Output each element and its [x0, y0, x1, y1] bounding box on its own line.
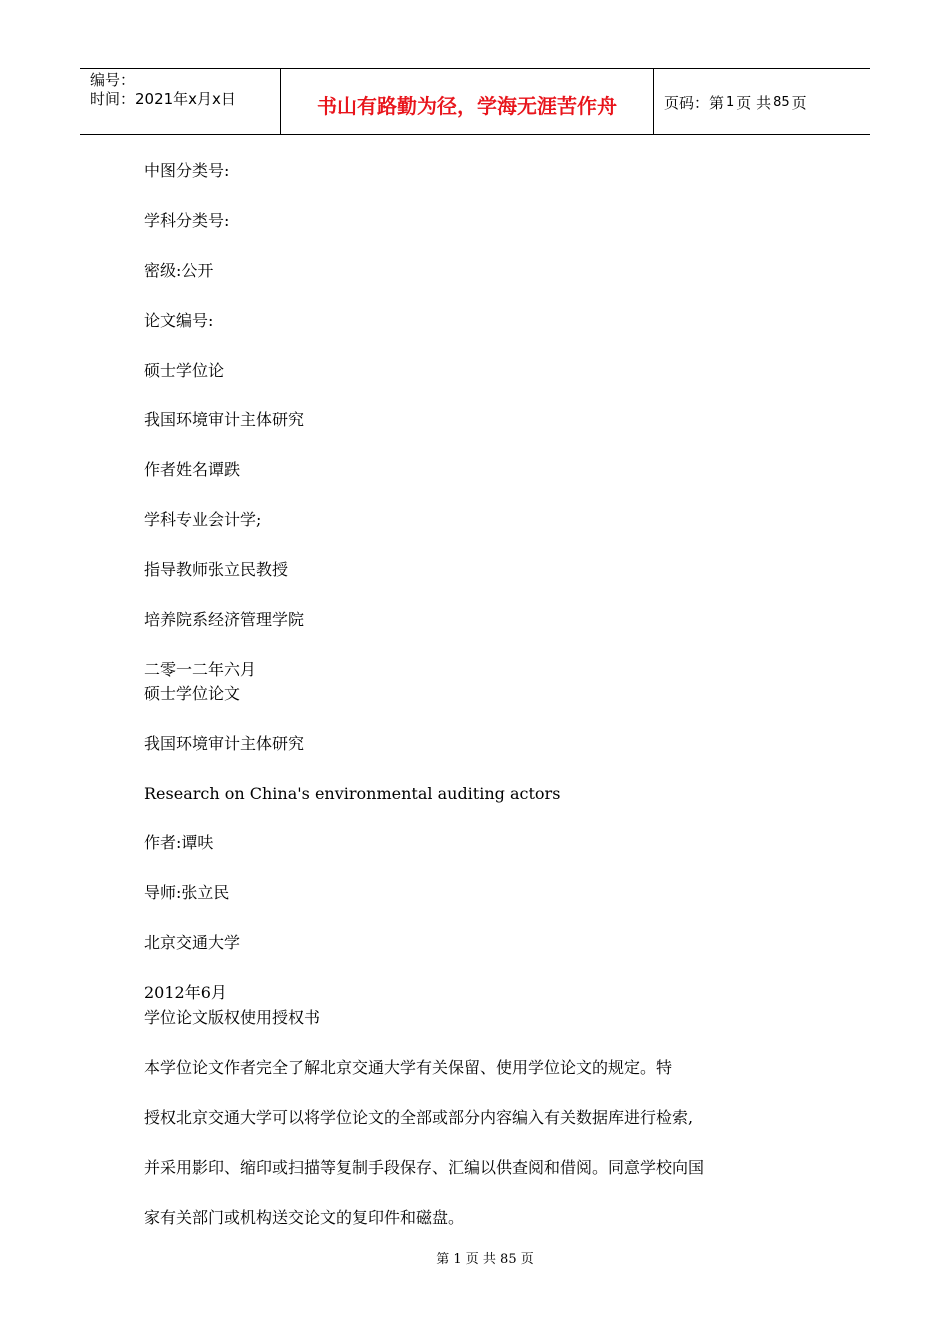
- text-line: 二零一二年六月: [144, 660, 257, 679]
- page-total: 85: [773, 95, 790, 110]
- document-number-label: 编号：: [90, 71, 136, 89]
- header-motto: 书山有路勤为径，学海无涯苦作舟: [281, 69, 654, 134]
- text-line: 作者:谭呋: [144, 833, 214, 852]
- text-line: 学科分类号:: [144, 211, 230, 230]
- page-mid: 页 共: [736, 94, 772, 112]
- text-line: 中图分类号:: [144, 161, 230, 180]
- text-line: 家有关部门或机构送交论文的复印件和磁盘。: [144, 1208, 465, 1227]
- text-line: 学科专业会计学;: [144, 510, 262, 529]
- text-line: 学位论文版权使用授权书: [144, 1008, 321, 1027]
- text-line: 2012年6月: [144, 983, 227, 1002]
- text-line: 北京交通大学: [144, 933, 241, 952]
- text-line: 我国环境审计主体研究: [144, 734, 305, 753]
- page-header: [80, 68, 870, 135]
- text-line: 本学位论文作者完全了解北京交通大学有关保留、使用学位论文的规定。特: [144, 1058, 673, 1077]
- page-prefix: 页码：第: [664, 94, 725, 112]
- text-line: 并采用影印、缩印或扫描等复制手段保存、汇编以供查阅和借阅。同意学校向国: [144, 1158, 705, 1177]
- header-meta: [80, 69, 281, 134]
- text-line: 硕士学位论: [144, 361, 225, 380]
- page-current: 1: [726, 95, 735, 110]
- text-line: 作者姓名谭跌: [144, 460, 241, 479]
- text-line: 硕士学位论文: [144, 684, 241, 703]
- text-line: 密级:公开: [144, 261, 214, 280]
- text-line: 指导教师张立民教授: [144, 560, 289, 579]
- text-line: 论文编号:: [144, 311, 214, 330]
- page-suffix: 页: [791, 94, 807, 112]
- text-line: 我国环境审计主体研究: [144, 410, 305, 429]
- text-line: 导师:张立民: [144, 883, 230, 902]
- document-time-label: 时间：2021年x月x日: [90, 90, 236, 108]
- header-page-counter: [654, 69, 870, 134]
- page-footer: 第 1 页 共 85 页: [436, 1252, 534, 1267]
- text-line: 培养院系经济管理学院: [144, 610, 305, 629]
- text-line: Research on China's environmental auditing actors: [144, 784, 561, 803]
- text-line: 授权北京交通大学可以将学位论文的全部或部分内容编入有关数据库进行检索,: [144, 1108, 694, 1127]
